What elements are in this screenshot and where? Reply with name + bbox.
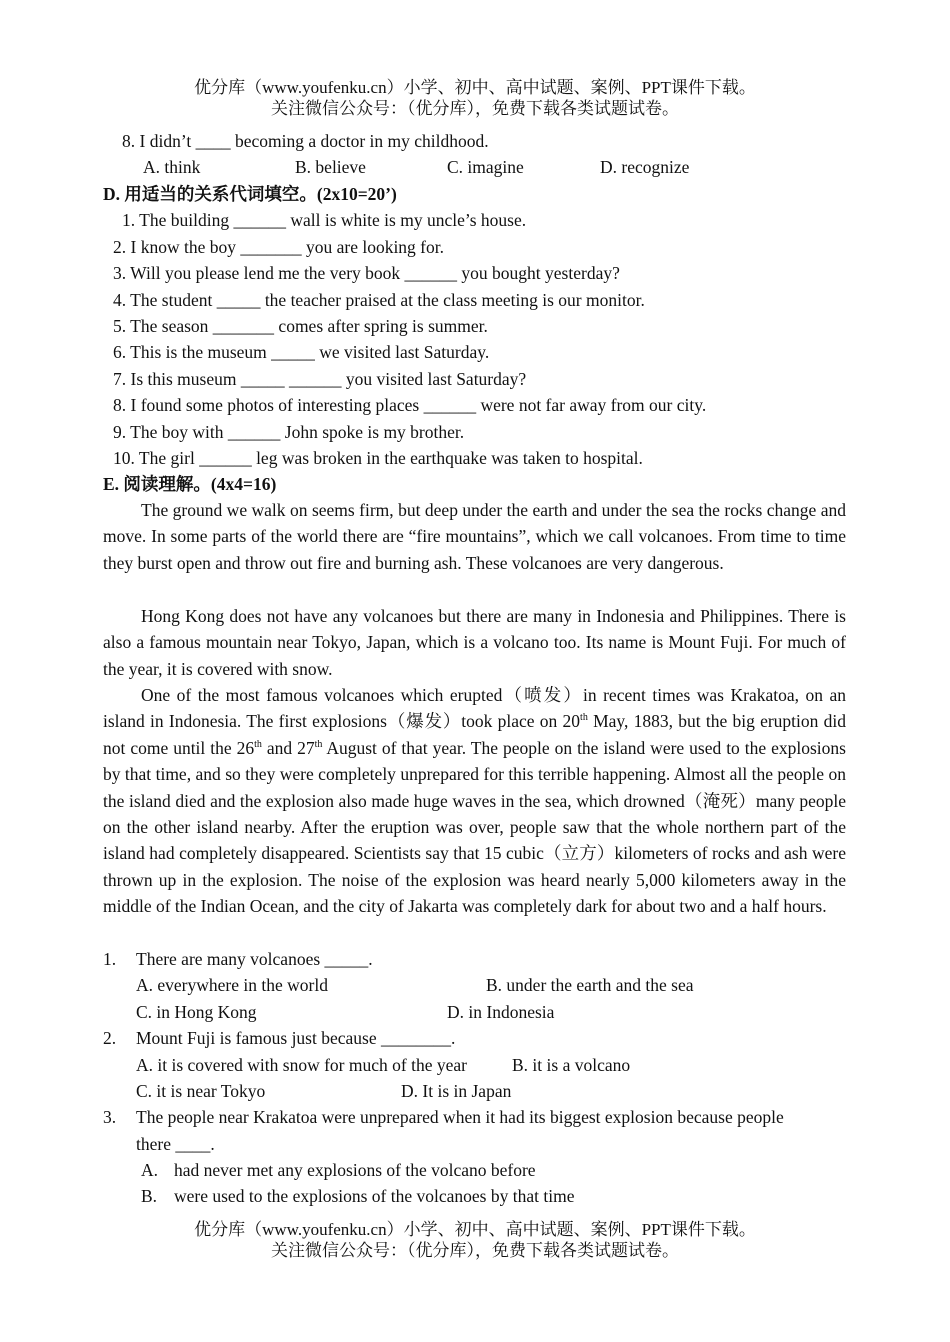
section-d-item: 2. I know the boy _______ you are looking for. bbox=[113, 237, 444, 257]
rq2-option-b: B. it is a volcano bbox=[512, 1055, 631, 1075]
rq2-option-c: C. it is near Tokyo bbox=[136, 1081, 266, 1101]
page-header-line1: 优分库（www.youfenku.cn）小学、初中、高中试题、案例、PPT课件下载。 bbox=[194, 78, 756, 97]
rq3-option-b: were used to the explosions of the volcanoes by that time bbox=[174, 1186, 575, 1206]
section-d-item: 8. I found some photos of interesting places ______ were not far away from our city. bbox=[113, 395, 707, 415]
page-footer-line2: 关注微信公众号：（优分库），免费下载各类试题试卷。 bbox=[271, 1241, 679, 1260]
rq2-option-a: A. it is covered with snow for much of the year bbox=[136, 1055, 467, 1075]
rq2-number: 2. bbox=[103, 1028, 117, 1048]
rq1-option-a: A. everywhere in the world bbox=[136, 975, 328, 995]
rq3-option-b-letter: B. bbox=[141, 1186, 158, 1206]
q8-option-c: C. imagine bbox=[447, 157, 524, 177]
section-d-item: 4. The student _____ the teacher praised at the class meeting is our monitor. bbox=[113, 290, 645, 310]
q8-option-b: B. believe bbox=[295, 157, 366, 177]
rq3-option-a-letter: A. bbox=[141, 1160, 159, 1180]
reading-paragraph-3: One of the most famous volcanoes which erupted（喷发）in recent times was Krakatoa, on an island in Indonesia. The first explosions（爆发）took place on 20th May, 1883, but the big eruption did not come until the 26th and 27th August of that year. The people on the island were used to the explosions by that time, and so they were completely unprepared for this terrible happening. Almost all the people on the island died and the explosion also made huge waves in the sea, which drowned（淹死）many people on the other island nearby. After the eruption was over, people saw that the whole northern part of the island had completely disappeared. Scientists say that 15 cubic（立方）kilometers of rocks and ash were thrown up in the explosion. The noise of the explosion was heard nearly 5,000 kilometers away in the middle of the Indian Ocean, and the city of Jakarta was completely dark for about two and a half hours. bbox=[103, 685, 846, 917]
rq1-stem: There are many volcanoes _____. bbox=[136, 949, 373, 969]
section-d-item: 7. Is this museum _____ ______ you visited last Saturday? bbox=[113, 369, 527, 389]
q8-stem: 8. I didn’t ____ becoming a doctor in my childhood. bbox=[122, 131, 489, 151]
rq3-stem-line2: there ____. bbox=[136, 1134, 215, 1154]
reading-paragraph-2: Hong Kong does not have any volcanoes but there are many in Indonesia and Philippines. There is also a famous mountain near Tokyo, Japan, which is a volcano too. Its name is Mount Fuji. For much of the year, it is covered with snow. bbox=[103, 606, 846, 679]
rq1-option-b: B. under the earth and the sea bbox=[486, 975, 694, 995]
page-header-line2: 关注微信公众号：（优分库），免费下载各类试题试卷。 bbox=[271, 99, 679, 118]
section-d-item: 6. This is the museum _____ we visited last Saturday. bbox=[113, 342, 490, 362]
q8-option-d: D. recognize bbox=[600, 157, 690, 177]
section-d-item: 10. The girl ______ leg was broken in the earthquake was taken to hospital. bbox=[113, 448, 643, 468]
rq3-option-a: had never met any explosions of the volcano before bbox=[174, 1160, 536, 1180]
section-d-item: 9. The boy with ______ John spoke is my brother. bbox=[113, 422, 465, 442]
section-e-title: E. 阅读理解。(4x4=16) bbox=[103, 474, 277, 494]
section-d-title: D. 用适当的关系代词填空。(2x10=20’) bbox=[103, 184, 397, 204]
q8-option-a: A. think bbox=[143, 157, 201, 177]
section-d-item: 1. The building ______ wall is white is my uncle’s house. bbox=[122, 210, 527, 230]
page-footer-line1: 优分库（www.youfenku.cn）小学、初中、高中试题、案例、PPT课件下载。 bbox=[194, 1220, 756, 1239]
section-d-item: 5. The season _______ comes after spring is summer. bbox=[113, 316, 488, 336]
rq2-stem: Mount Fuji is famous just because ________. bbox=[136, 1028, 456, 1048]
rq1-number: 1. bbox=[103, 949, 117, 969]
rq3-number: 3. bbox=[103, 1107, 117, 1127]
reading-paragraph-1: The ground we walk on seems firm, but deep under the earth and under the sea the rocks change and move. In some parts of the world there are “fire mountains”, which we call volcanoes. From time to time they burst open and throw out fire and burning ash. These volcanoes are very dangerous. bbox=[103, 500, 846, 573]
section-d-item: 3. Will you please lend me the very book ______ you bought yesterday? bbox=[113, 263, 620, 283]
rq1-option-c: C. in Hong Kong bbox=[136, 1002, 257, 1022]
rq2-option-d: D. It is in Japan bbox=[401, 1081, 512, 1101]
rq1-option-d: D. in Indonesia bbox=[447, 1002, 555, 1022]
rq3-stem-line1: The people near Krakatoa were unprepared when it had its biggest explosion because people bbox=[136, 1107, 784, 1127]
